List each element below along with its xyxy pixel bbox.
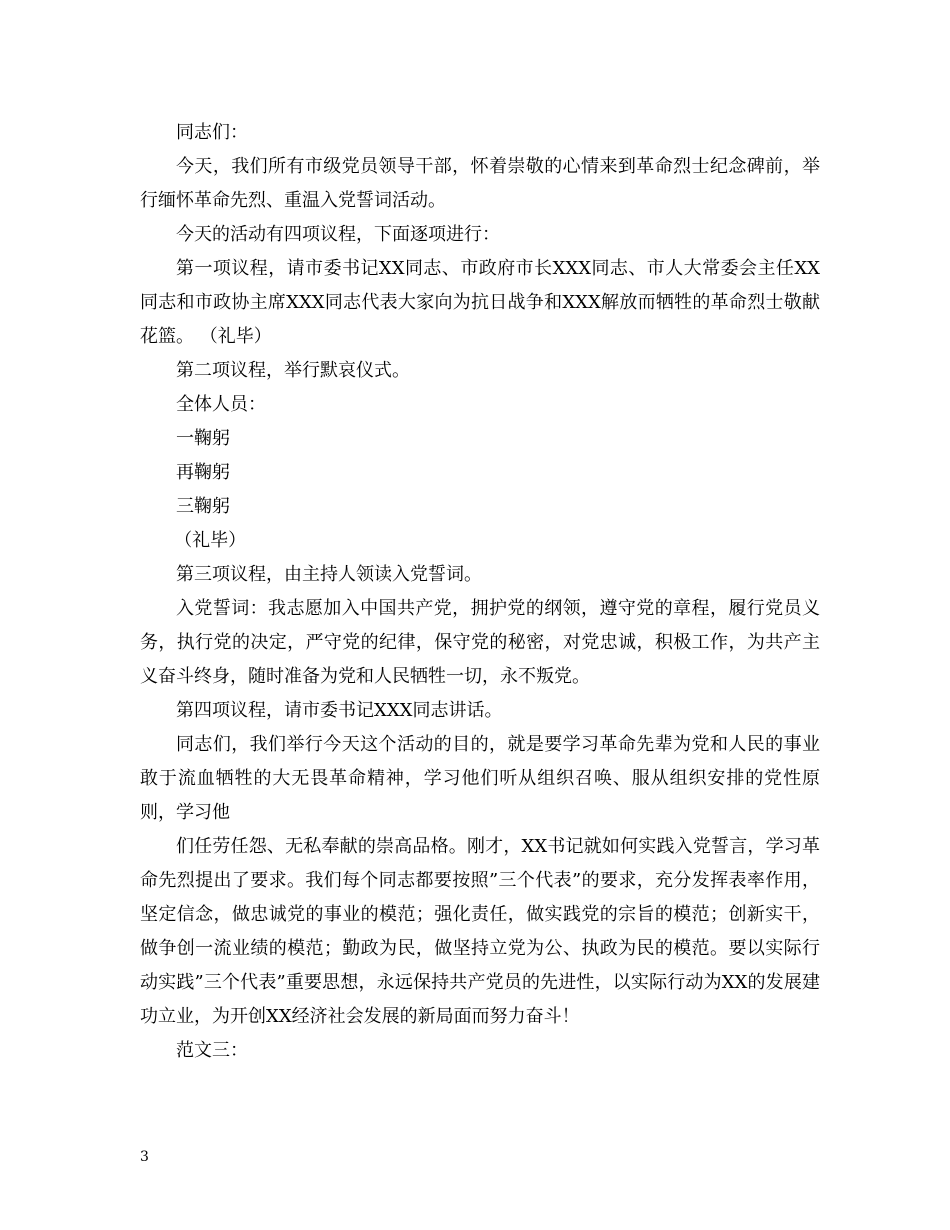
- paragraph-bow-2: 再鞠躬: [176, 462, 230, 483]
- paragraph-speech-part-2: 们任劳任怨、无私奉献的崇高品格。刚才，XX书记就如何实践入党誓言，学习革命先烈提出了要求。我们每个同志都要按照”三个代表”的要求，充分发挥表率作用，坚定信念，做忠诚党的事业的模范；强化责任，做实践党的宗旨的模范；创新实干，做争创一流业绩的模范；勤政为民，做坚持立党为公、执政为民的模范。要以实际行动实践”三个代表”重要思想，永远保持共产党员的先进性，以实际行动为XX的发展建功立业，为开创XX经济社会发展的新局面而努力奋斗！: [140, 836, 820, 1027]
- paragraph-all-staff: 全体人员：: [176, 394, 266, 415]
- paragraph-agenda-2: 第二项议程，举行默哀仪式。: [176, 360, 410, 381]
- paragraph-bow-3: 三鞠躬: [176, 496, 230, 517]
- page-number: 3: [140, 1149, 149, 1165]
- paragraph-agenda-4: 第四项议程，请市委书记XXX同志讲话。: [176, 700, 503, 721]
- paragraph-opening: 今天，我们所有市级党员领导干部，怀着崇敬的心情来到革命烈士纪念碑前，举行缅怀革命先烈、重温入党誓词活动。: [140, 156, 820, 211]
- paragraph-ceremony-end: （礼毕）: [174, 530, 247, 551]
- paragraph-greeting: 同志们：: [176, 122, 248, 143]
- paragraph-agenda-1: 第一项议程，请市委书记XX同志、市政府市长XXX同志、市人大常委会主任XX同志和市政协主席XXX同志代表大家向为抗日战争和XXX解放而牺牲的革命烈士敬献花篮。 （礼毕）: [140, 258, 820, 347]
- paragraph-speech-part-1: 同志们，我们举行今天这个活动的目的，就是要学习革命先辈为党和人民的事业敢于流血牺牲的大无畏革命精神，学习他们听从组织召唤、服从组织安排的党性原则，学习他: [140, 734, 820, 823]
- paragraph-oath: 入党誓词：我志愿加入中国共产党，拥护党的纲领，遵守党的章程，履行党员义务，执行党的决定，严守党的纪律，保守党的秘密，对党忠诚，积极工作，为共产主义奋斗终身，随时准备为党和人民牺牲一切，永不叛党。: [140, 598, 820, 687]
- paragraph-agenda-intro: 今天的活动有四项议程，下面逐项进行：: [176, 224, 500, 245]
- paragraph-sample-three: 范文三：: [176, 1040, 248, 1061]
- paragraph-agenda-3: 第三项议程，由主持人领读入党誓词。: [176, 564, 482, 585]
- paragraph-bow-1: 一鞠躬: [176, 428, 230, 449]
- document-body: [140, 116, 820, 1068]
